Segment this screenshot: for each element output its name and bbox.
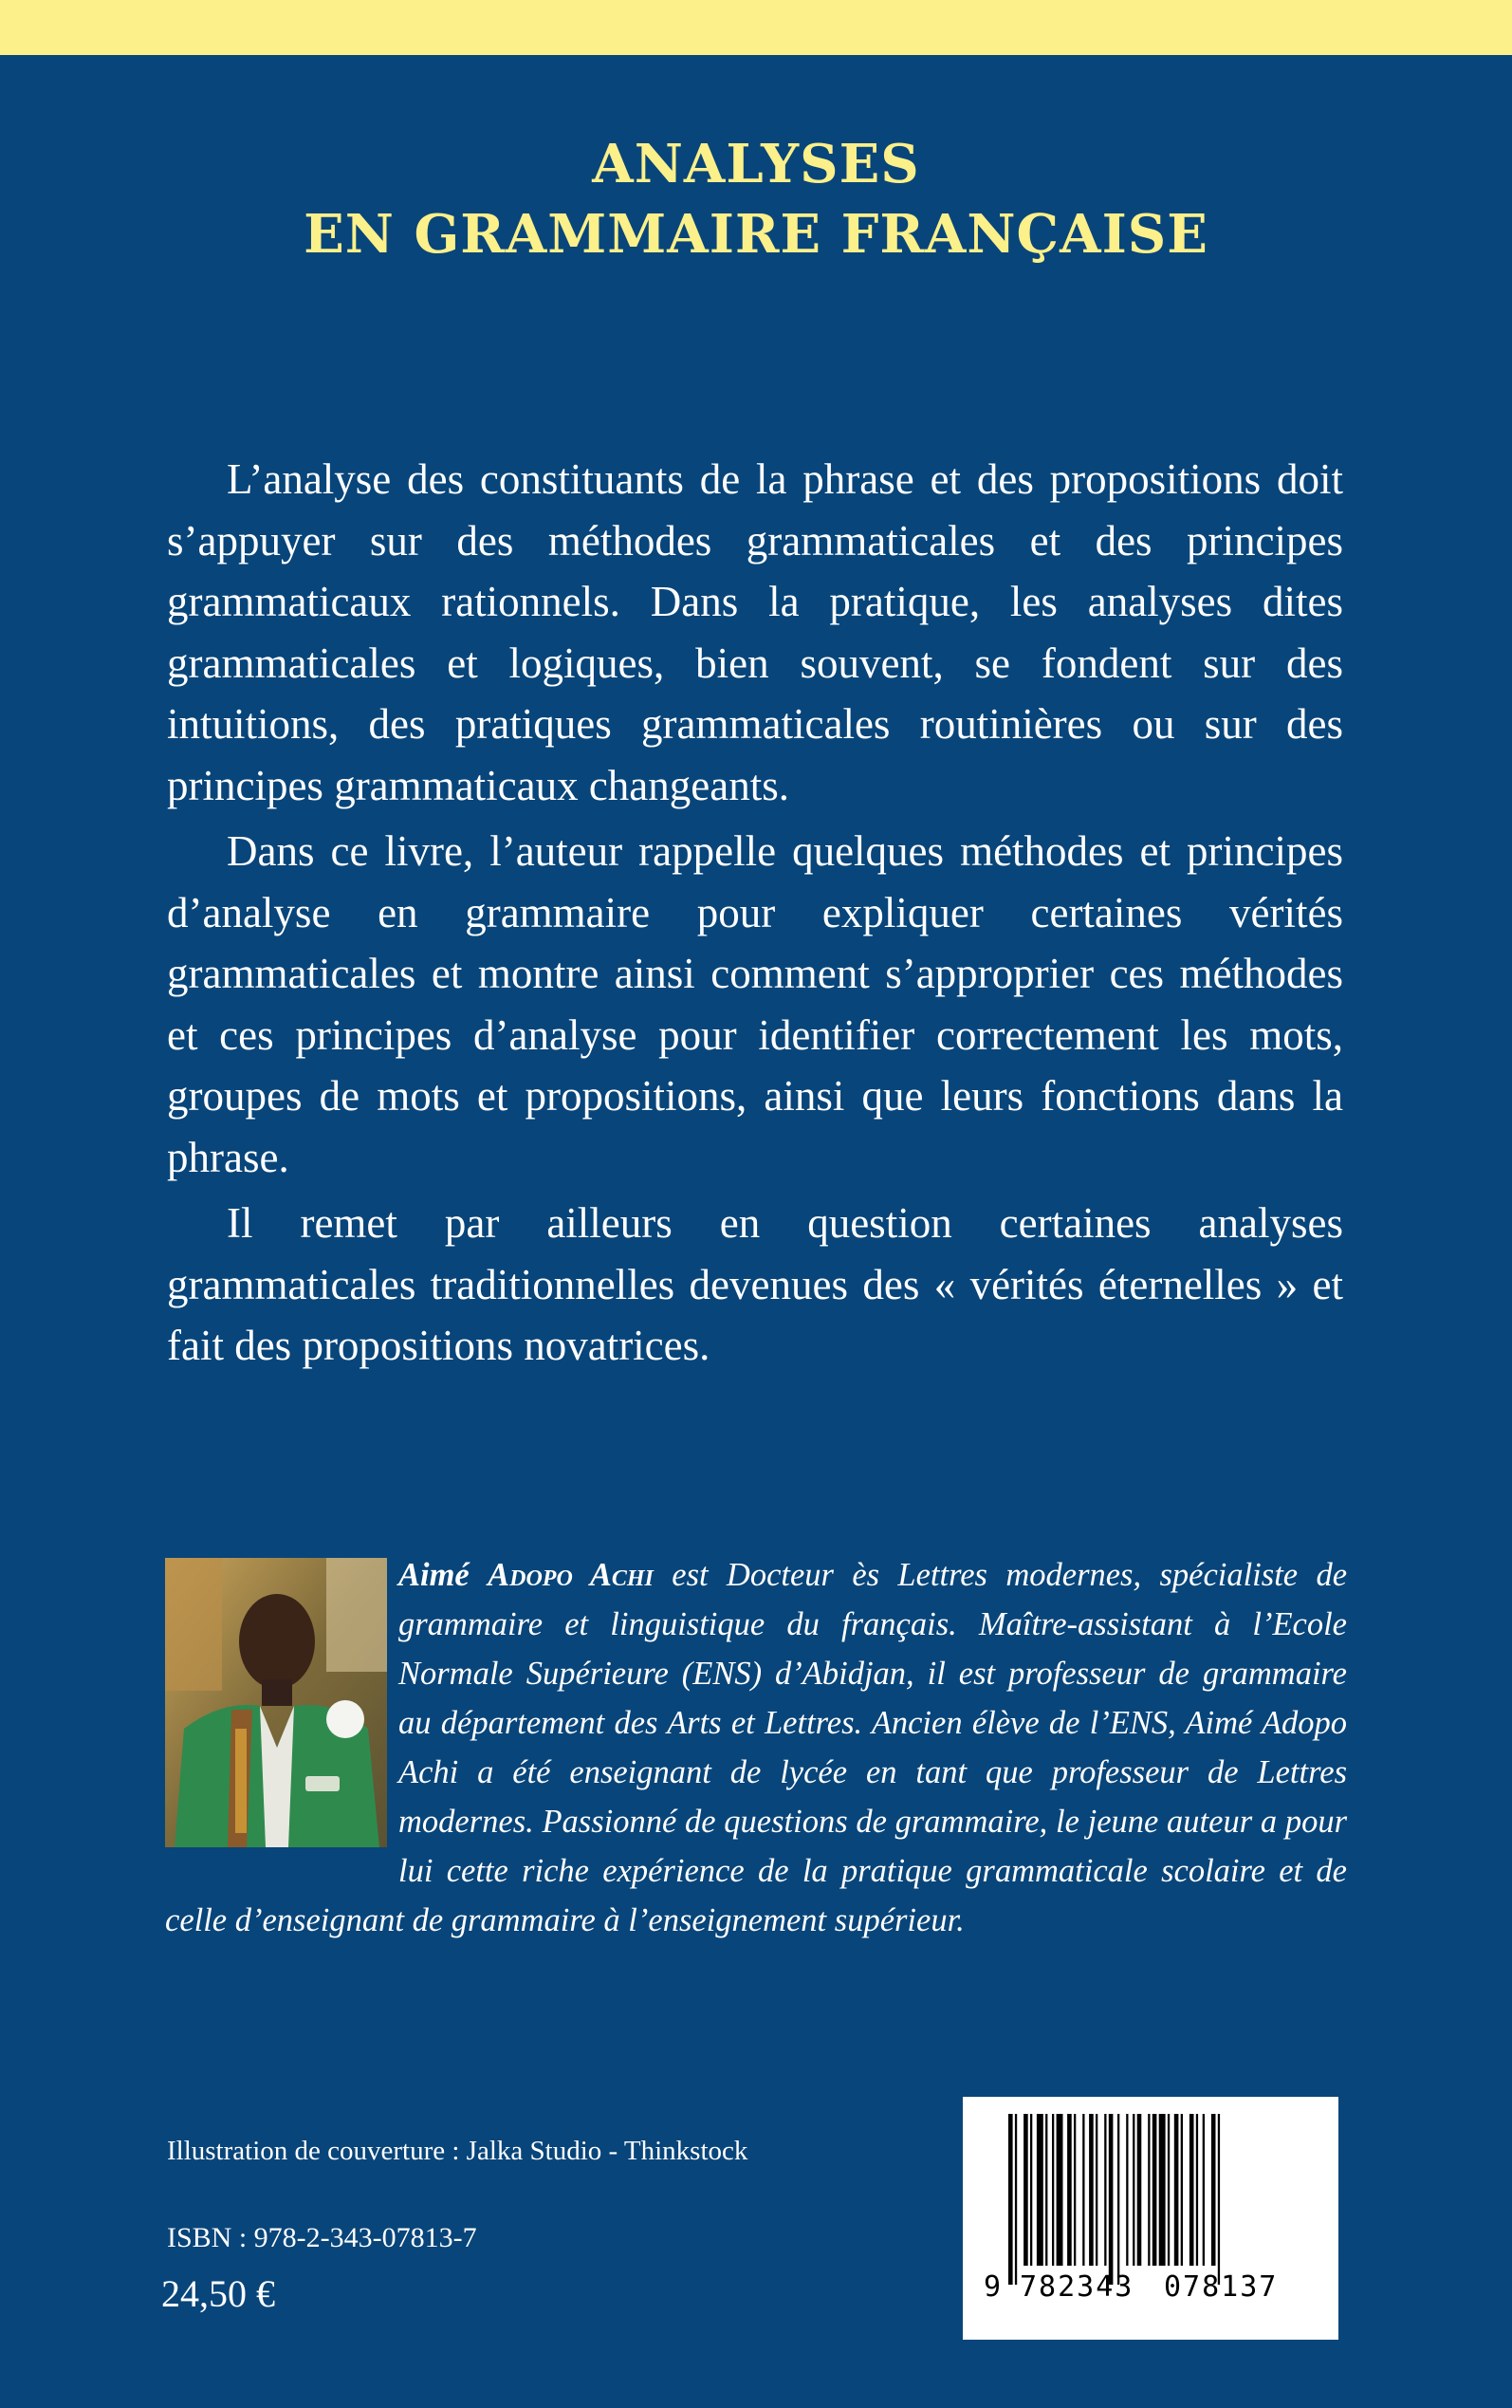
summary-paragraph-3: Il remet par ailleurs en question certaines analyses grammaticales traditionnelles devenues des « vérités éternelles » et fait des propositions novatrices.	[167, 1199, 1343, 1369]
author-name	[398, 1557, 654, 1593]
barcode-bar	[1211, 2114, 1216, 2266]
barcode-bar	[1104, 2114, 1106, 2266]
title-line-2: EN GRAMMAIRE FRANÇAISE	[304, 203, 1208, 266]
barcode	[963, 2097, 1338, 2340]
barcode-icon	[963, 2097, 1338, 2340]
barcode-bar	[1089, 2114, 1094, 2266]
barcode-bar	[1074, 2114, 1076, 2266]
barcode-bar	[1082, 2114, 1084, 2266]
author-first-name: Aimé	[398, 1557, 470, 1593]
barcode-bar	[1008, 2114, 1013, 2285]
barcode-bar	[1181, 2114, 1183, 2266]
barcode-bar	[1126, 2114, 1128, 2266]
barcode-bar	[1203, 2114, 1205, 2266]
barcode-bar	[1137, 2114, 1142, 2266]
barcode-bar	[1037, 2114, 1043, 2266]
barcode-bar	[1023, 2114, 1028, 2266]
barcode-digit-first: 9	[984, 2270, 1002, 2304]
barcode-digits-group-1: 782343	[1020, 2270, 1134, 2304]
barcode-bar	[1152, 2114, 1157, 2266]
barcode-bar	[1045, 2114, 1047, 2266]
cover-illustration-credit: Illustration de couverture : Jalka Studio - Thinkstock	[167, 2136, 748, 2166]
barcode-bar	[1057, 2114, 1063, 2266]
barcode-bar	[1096, 2114, 1097, 2266]
barcode-bar	[1052, 2114, 1054, 2266]
title-line-1: ANALYSES	[592, 133, 920, 195]
barcode-bar	[1159, 2114, 1166, 2266]
barcode-bar	[1148, 2114, 1150, 2266]
book-summary	[167, 449, 1343, 1381]
price: 24,50 €	[161, 2272, 275, 2315]
summary-paragraph-2: Dans ce livre, l’auteur rappelle quelques méthodes et principes d’analyse en grammaire pour expliquer certaines vérités grammaticales et montre ainsi comment s’approprier ces méthodes et ces principes d’analyse pour identifier correctement les mots, groupes de mots et propositions, ainsi que leurs fonctions dans la phrase.	[167, 827, 1343, 1181]
top-yellow-band	[0, 0, 1512, 55]
barcode-bar	[1174, 2114, 1179, 2266]
summary-paragraph-1: L’analyse des constituants de la phrase et des propositions doit s’appuyer sur des méthodes grammaticales et des principes grammaticaux rationnels. Dans la pratique, les analyses dites grammaticales et logiques, bien souvent, se fondent sur des intuitions, des pratiques grammaticales routinières ou sur des principes grammaticaux changeants.	[167, 455, 1343, 809]
barcode-bar	[1168, 2114, 1170, 2266]
barcode-bars	[1008, 2114, 1220, 2285]
barcode-bar	[1196, 2114, 1198, 2266]
barcode-bar	[1189, 2114, 1194, 2266]
author-last-name: Adopo Achi	[488, 1557, 654, 1593]
book-title	[0, 129, 1512, 269]
barcode-bar	[1015, 2114, 1017, 2285]
barcode-bar	[1117, 2114, 1119, 2285]
author-bio	[165, 1550, 1347, 1945]
barcode-bar	[1109, 2114, 1114, 2285]
author-bio-text: est Docteur ès Lettres modernes, spécialiste de grammaire et linguistique du français. Maître-assistant à l’Ecole Normale Supérieure (ENS) d’Abidjan, il est professeur de grammaire au département des Arts et Lettres. Ancien élève de l’ENS, Aimé Adopo Achi a été enseignant de lycée en tant que professeur de Lettres modernes. Passionné de questions de grammaire, le jeune auteur a pour lui cette riche expérience de la pratique grammaticale scolaire et de celle d’enseignant de grammaire à l’enseignement supérieur.	[165, 1557, 1348, 1938]
barcode-bar	[1218, 2114, 1220, 2285]
isbn: ISBN : 978-2-343-07813-7	[167, 2222, 477, 2253]
barcode-bar	[1030, 2114, 1032, 2266]
barcode-digits-group-2: 078137	[1164, 2270, 1279, 2304]
barcode-bar	[1133, 2114, 1134, 2266]
barcode-bar	[1067, 2114, 1072, 2266]
